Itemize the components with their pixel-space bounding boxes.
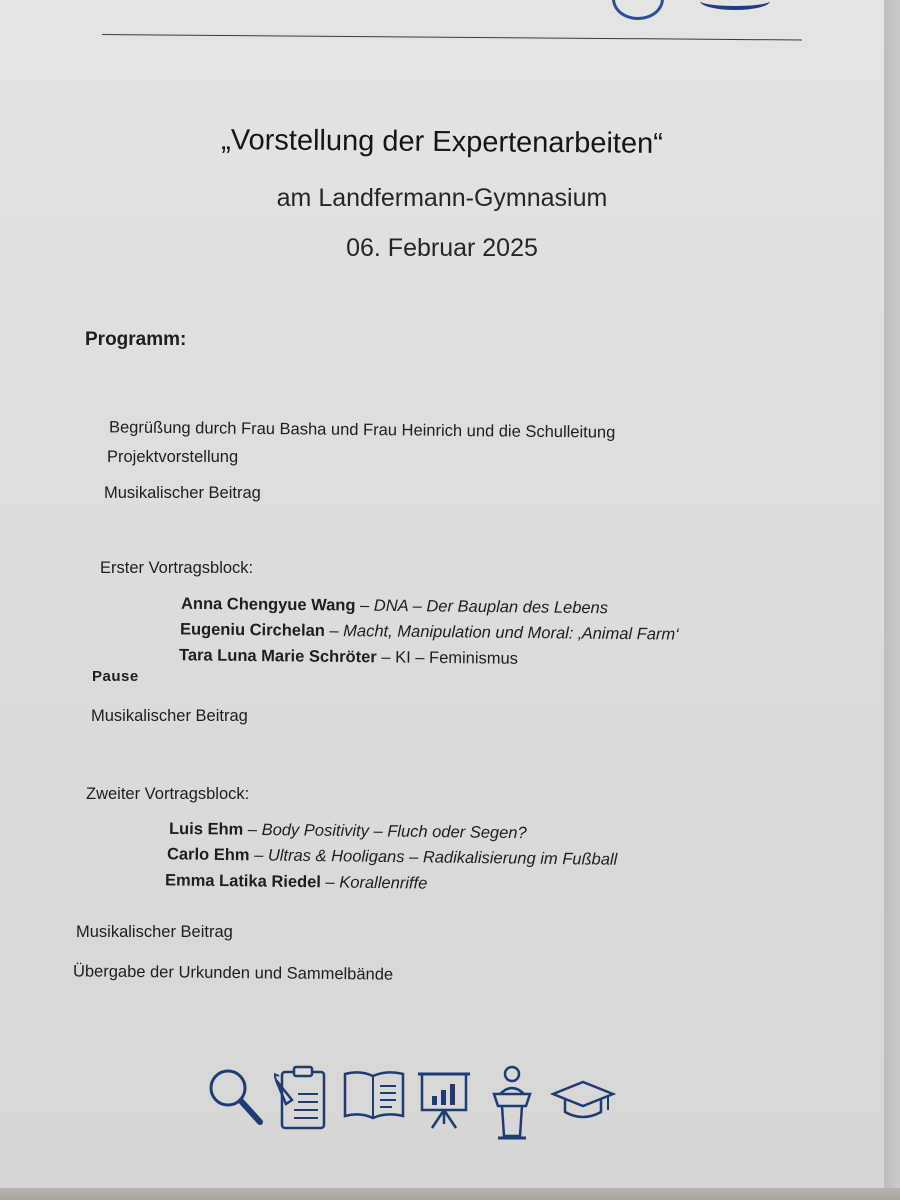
program-item-music: Musikalischer Beitrag [104,484,261,502]
pause-text: Pause [92,668,139,685]
program-item-project: Projektvorstellung [107,448,239,466]
block1-heading: Erster Vortragsblock: [100,559,254,577]
block2-talk [167,845,617,869]
speaker-name: Luis Ehm [168,819,244,839]
separator: – [376,648,396,667]
paper-edge-shadow [884,0,900,1200]
speaker-podium-icon [490,1064,534,1144]
pause-label [92,668,139,685]
talk-topic: KI – Feminismus [395,648,519,668]
block1-talk [179,646,518,669]
block2-talk [169,820,527,843]
logo-swoosh [700,0,770,10]
separator: – [249,846,269,865]
separator: – [243,820,262,839]
table-surface [0,1188,900,1200]
clipboard-pencil-icon [274,1064,330,1134]
icon-row [198,1064,628,1154]
speaker-name: Carlo Ehm [166,845,250,865]
talk-topic: Body Positivity – Fluch oder Segen? [261,820,527,843]
closing-certificates: Übergabe der Urkunden und Sammelbände [72,962,394,984]
presentation-board-icon [416,1064,472,1130]
header-rule [102,34,802,40]
program-heading: Programm: [85,329,187,350]
block1-talk [181,595,608,618]
speaker-name: Anna Chengyue Wang [180,594,356,615]
talk-topic: Ultras & Hooligans – Radikalisierung im Fußball [267,846,618,869]
block2-talk [165,871,428,893]
talk-topic: Macht, Manipulation und Moral: ‚Animal Farm‘ [343,622,679,644]
talk-topic: DNA – Der Bauplan des Lebens [373,596,609,618]
program-item-welcome: Begrüßung durch Frau Basha und Frau Heinrich und die Schulleitung [108,418,616,442]
speaker-name: Eugeniu Circhelan [179,620,325,640]
page-title: „Vorstellung der Expertenarbeiten“ [221,124,663,160]
event-date: 06. Februar 2025 [346,234,538,262]
block2-heading: Zweiter Vortragsblock: [86,785,250,803]
separator: – [324,621,344,641]
talk-topic: Korallenriffe [339,873,428,893]
block1-talk [180,620,679,644]
school-logo [612,0,664,20]
open-book-icon [342,1064,406,1124]
school-name: am Landfermann-Gymnasium [276,184,608,212]
magnifier-icon [204,1064,264,1134]
closing-music: Musikalischer Beitrag [76,923,233,941]
speaker-name: Tara Luna Marie Schröter [178,646,377,667]
separator: – [320,873,340,892]
graduation-cap-icon [550,1064,616,1124]
separator: – [355,596,374,615]
speaker-name: Emma Latika Riedel [164,871,322,892]
music-after-pause: Musikalischer Beitrag [91,707,248,725]
